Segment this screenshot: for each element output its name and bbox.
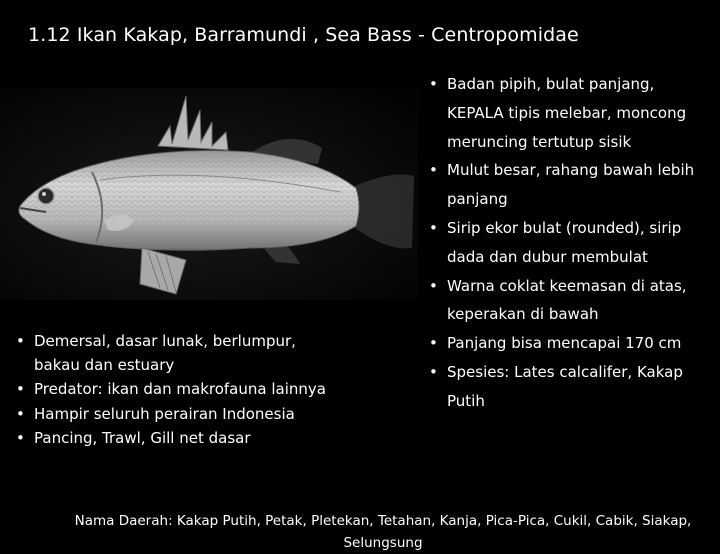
list-item: • Badan pipih, bulat panjang, KEPALA tipis melebar, moncong meruncing tertutup sisik	[447, 70, 712, 156]
list-item: • Spesies: Lates calcalifer, Kakap Putih	[447, 358, 712, 416]
fish-photo	[0, 88, 418, 300]
local-names-footer: Nama Daerah: Kakap Putih, Petak, Pletekan, Tetahan, Kanja, Pica-Pica, Cukil, Cabik, Siakap, Selungsung	[74, 513, 692, 551]
list-item: • Panjang bisa mencapai 170 cm	[447, 329, 712, 358]
list-item: • Predator: ikan dan makrofauna lainnya	[34, 377, 334, 401]
habitat-bullet-list	[34, 329, 334, 450]
list-item: • Mulut besar, rahang bawah lebih panjang	[447, 156, 712, 214]
list-item: • Hampir seluruh perairan Indonesia	[34, 402, 334, 426]
slide-title: 1.12 Ikan Kakap, Barramundi , Sea Bass - Centropomidae	[28, 24, 579, 46]
list-item: • Sirip ekor bulat (rounded), sirip dada dan dubur membulat	[447, 214, 712, 272]
list-item: • Demersal, dasar lunak, berlumpur, bakau dan estuary	[34, 329, 334, 377]
list-item: • Pancing, Trawl, Gill net dasar	[34, 426, 334, 450]
list-item: • Warna coklat keemasan di atas, keperakan di bawah	[447, 272, 712, 330]
characteristics-bullet-list	[447, 70, 712, 416]
